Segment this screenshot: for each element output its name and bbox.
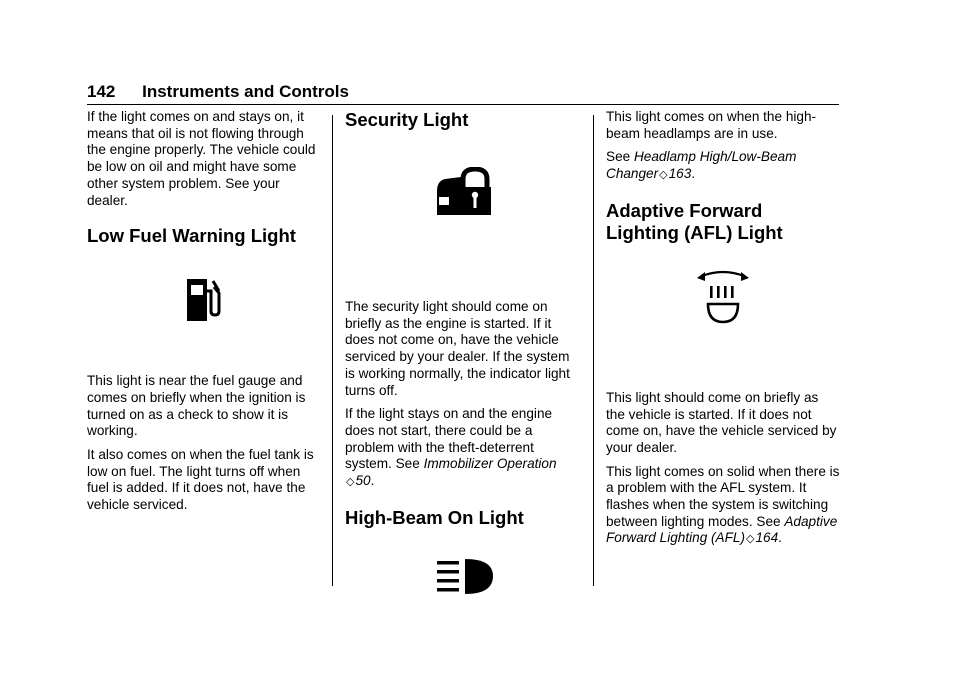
security-paragraph-2: If the light stays on and the engine does not start, there could be a problem with the theft-deterrent system. See Immobilizer Operation ◇50. (345, 406, 557, 489)
page-ref-icon: ◇ (659, 169, 668, 182)
afl-heading: Adaptive Forward Lighting (AFL) Light (606, 199, 783, 243)
oil-paragraph: If the light comes on and stays on, it means that oil is not flowing through the engine properly. The vehicle could be low on oil and might have some other system problem. See your dealer. (87, 109, 316, 208)
immobilizer-link[interactable]: Immobilizer Operation (423, 456, 557, 472)
column-2 (345, 109, 582, 627)
header-rule (87, 104, 839, 105)
section-title: Instruments and Controls (142, 82, 349, 101)
column-divider-2 (593, 115, 594, 586)
page-ref-icon: ◇ (746, 533, 755, 546)
high-beam-heading: High-Beam On Light (345, 506, 524, 528)
column-3 (606, 109, 840, 555)
column-1 (87, 109, 323, 521)
security-heading: Security Light (345, 109, 469, 130)
low-fuel-paragraph-2: It also comes on when the fuel tank is low on fuel. The light turns off when fuel is added. If it does not, have the vehicle serviced. (87, 447, 314, 513)
low-fuel-paragraph-1: This light is near the fuel gauge and comes on briefly when the ignition is turned on as a check to show it is working. (87, 373, 306, 439)
afl-paragraph-1: This light should come on briefly as the vehicle is started. If it does not come on, have the vehicle serviced by your dealer. (606, 389, 837, 455)
afl-page-ref[interactable]: 164 (755, 530, 779, 546)
fuel-pump-icon (87, 247, 323, 349)
high-beam-paragraph: This light comes on when the high-beam headlamps are in use. (606, 109, 817, 141)
low-fuel-heading: Low Fuel Warning Light (87, 225, 296, 247)
immobilizer-page-ref[interactable]: 50 (355, 473, 371, 489)
page-ref-icon: ◇ (346, 476, 355, 489)
afl-link[interactable]: Adaptive Forward Lighting (AFL) (606, 513, 838, 546)
headlamp-changer-page-ref[interactable]: 163 (668, 166, 692, 182)
page-number: 142 (87, 82, 116, 101)
high-beam-icon (345, 529, 582, 627)
page-header (87, 82, 349, 102)
afl-paragraph-2: This light comes on solid when there is a problem with the AFL system. It flashes when the system is switching between lighting modes. See Adaptive Forward Lighting (AFL)◇164. (606, 463, 840, 546)
headlamp-changer-link[interactable]: Headlamp High/Low-Beam Changer (606, 149, 797, 182)
security-paragraph-1: The security light should come on briefly as the engine is started. If it does not come on, have the vehicle serviced by your dealer. If the system is working normally, the indicator light turns off. (345, 299, 570, 398)
security-lock-car-icon (345, 131, 582, 275)
high-beam-see-paragraph: See Headlamp High/Low-Beam Changer◇163. (606, 149, 797, 182)
afl-icon (606, 244, 840, 366)
column-divider-1 (332, 115, 333, 586)
